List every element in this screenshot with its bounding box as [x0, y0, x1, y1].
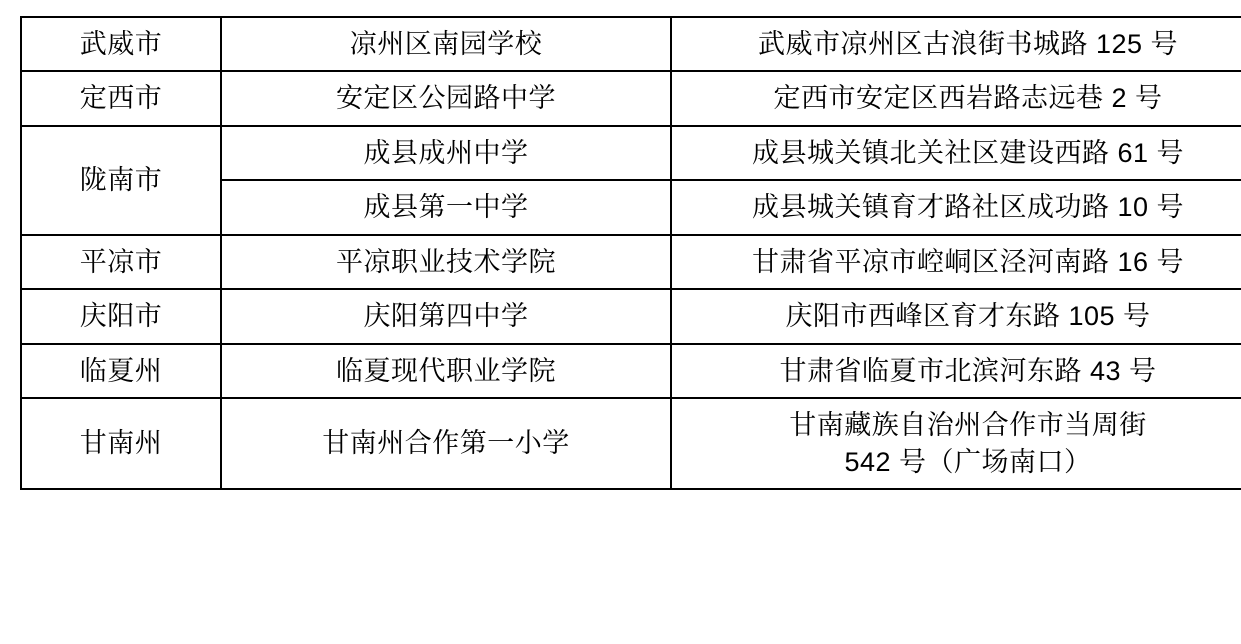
cell-school: 成县第一中学	[221, 180, 671, 234]
cell-address: 成县城关镇北关社区建设西路 61 号	[671, 126, 1241, 180]
cell-address: 定西市安定区西岩路志远巷 2 号	[671, 71, 1241, 125]
cell-city: 武威市	[21, 17, 221, 71]
table-row	[21, 398, 1241, 489]
table-row	[21, 289, 1241, 343]
cell-school: 安定区公园路中学	[221, 71, 671, 125]
table-row	[21, 344, 1241, 398]
cell-city: 平凉市	[21, 235, 221, 289]
cell-city: 庆阳市	[21, 289, 221, 343]
cell-address: 甘肃省平凉市崆峒区泾河南路 16 号	[671, 235, 1241, 289]
cell-address: 庆阳市西峰区育才东路 105 号	[671, 289, 1241, 343]
cell-school: 甘南州合作第一小学	[221, 398, 671, 489]
cell-school: 庆阳第四中学	[221, 289, 671, 343]
cell-school: 平凉职业技术学院	[221, 235, 671, 289]
cell-address: 甘肃省临夏市北滨河东路 43 号	[671, 344, 1241, 398]
cell-address: 甘南藏族自治州合作市当周街 542 号（广场南口）	[671, 398, 1241, 489]
cell-city: 临夏州	[21, 344, 221, 398]
cell-school: 临夏现代职业学院	[221, 344, 671, 398]
table-body	[21, 17, 1241, 489]
cell-address: 成县城关镇育才路社区成功路 10 号	[671, 180, 1241, 234]
cell-address: 武威市凉州区古浪街书城路 125 号	[671, 17, 1241, 71]
table-row	[21, 71, 1241, 125]
cell-city: 定西市	[21, 71, 221, 125]
table-row	[21, 235, 1241, 289]
school-locations-table	[20, 16, 1241, 490]
table-row	[21, 126, 1241, 180]
table-row	[21, 17, 1241, 71]
cell-school: 凉州区南园学校	[221, 17, 671, 71]
cell-city: 陇南市	[21, 126, 221, 235]
cell-school: 成县成州中学	[221, 126, 671, 180]
cell-city: 甘南州	[21, 398, 221, 489]
